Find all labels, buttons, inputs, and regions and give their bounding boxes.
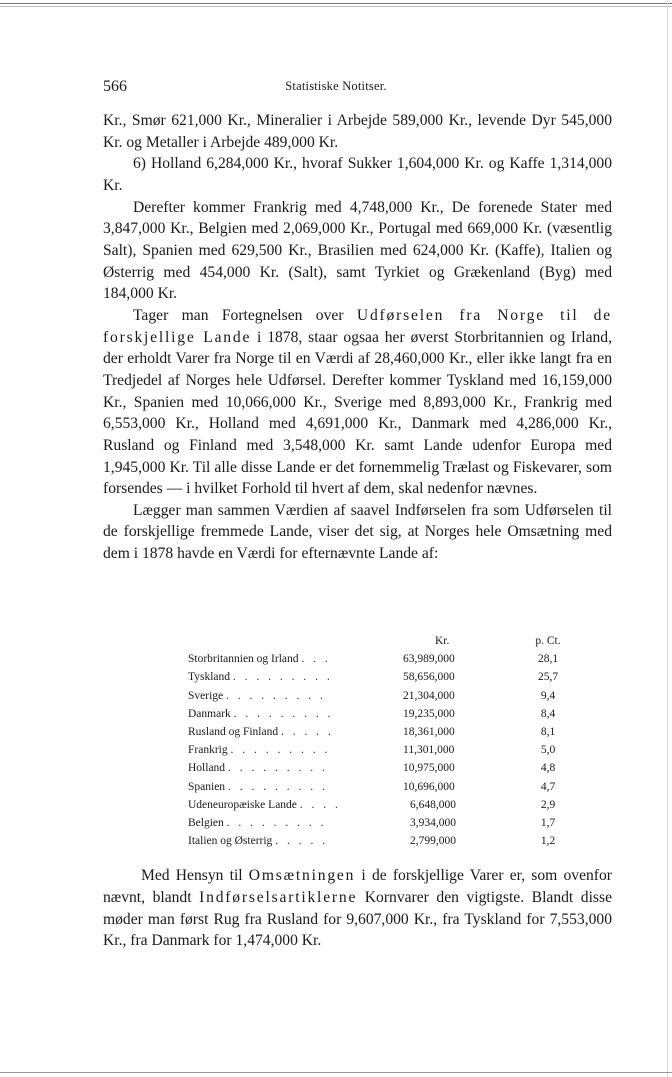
leader-dots: . . . . . . . . . [227,780,328,793]
kroner-cell: 10,696,000 [403,780,455,793]
table-row [188,796,573,814]
kroner-cell: 63,989,000 [403,653,455,666]
percent-cell: 1,7 [540,817,556,830]
header-pct: p. Ct. [535,635,561,647]
country-name: Danmark [188,707,231,720]
body-text [103,110,612,565]
kroner-cell: 2,799,000 [410,835,456,848]
table-header-row [188,632,573,650]
country-name: Frankrig [188,744,228,757]
country-name: Spanien [188,780,226,793]
country-name: Holland [188,762,226,775]
table-row [188,741,573,759]
leader-dots: . . . . . . . . . [230,744,331,757]
table-row [188,705,573,723]
leader-dots: . . . . . . . . . [227,762,328,775]
country-cell [188,832,403,850]
leader-dots: . . . [301,653,331,666]
kroner-cell: 19,235,000 [403,707,455,720]
country-cell [188,759,403,777]
kroner-cell: 6,648,000 [410,798,456,811]
paragraph-3: Derefter kommer Frankrig med 4,748,000 Kr., De forenede Stater med 3,847,000 Kr., Belgien med 2,069,000 Kr., Portugal med 669,000 Kr. (væsentlig Salt), Spanien med 629,500 Kr., Brasilien med 624,000 Kr. (Kaffe), Italien og Østerrig med 454,000 Kr. (Salt), samt Tyrkiet og Grækenland (Byg) med 184,000 Kr. [103,198,612,303]
percent-cell: 8,4 [540,707,556,720]
kroner-cell: 58,656,000 [403,671,455,684]
paragraph-6-s1: Omsætningen [248,867,356,884]
table-row [188,759,573,777]
leader-dots: . . . . . . . . . [226,817,327,830]
country-cell [188,705,403,723]
country-name: Italien og Østerrig [188,835,273,848]
country-cell [188,814,403,832]
table-row [188,668,573,686]
percent-cell: 2,9 [540,798,556,811]
page-edge [667,0,668,1077]
paragraph-6-p1: Med Hensyn til [141,867,249,884]
page-top-rule-faint [0,6,672,7]
country-name: Belgien [188,817,224,830]
page-number: 566 [103,78,127,95]
leader-dots: . . . . . . . . . [233,707,334,720]
table-row [188,723,573,741]
leader-dots: . . . . . . . . . [226,689,326,702]
paragraph-2: 6) Holland 6,284,000 Kr., hvoraf Sukker 1,604,000 Kr. og Kaffe 1,314,000 Kr. [103,155,612,194]
country-name: Sverige [188,689,224,702]
kroner-cell: 10,975,000 [403,762,455,775]
percent-cell: 9,4 [540,689,556,702]
country-cell [188,668,403,686]
country-name: Udeneuropæiske Lande [188,798,297,811]
kroner-cell: 21,304,000 [403,689,455,702]
trade-table [188,632,573,850]
country-name: Rusland og Finland [188,726,279,739]
country-cell [188,723,403,741]
paragraph-5: Lægger man sammen Værdien af saavel Indførselen fra som Udførselen til de forskjellige fremmede Lande, viser det sig, at Norges hele Omsætning med dem i 1878 havde en Værdi for efternævnte Lande af: [103,501,612,563]
table-row [188,687,573,705]
paragraph-4-post: i 1878, staar ogsaa her øverst Storbritannien og Irland, der erholdt Varer fra Norge til en Værdi af 28,460,000 Kr., eller ikke langt fra en Tredjedel af Norges hele Udførsel. Derefter kommer Tyskland med 16,159,000 Kr., Spanien med 10,066,000 Kr., Sverige med 8,893,000 Kr., Frankrig med 6,553,000 Kr., Holland med 4,691,000 Kr., Danmark med 4,286,000 Kr., Rusland og Finland med 3,548,000 Kr. samt Lande udenfor Europa med 1,945,000 Kr. Til alle disse Lande er det fornemmelig Trælast og Fiskevarer, som forsendes — i hvilket Forhold til hvert af dem, skal nedenfor nævnes. [103,328,613,498]
percent-cell: 5,0 [540,744,556,757]
country-name: Tyskland [188,671,230,684]
percent-cell: 25,7 [537,671,559,684]
paragraph-6 [103,865,612,952]
country-cell [188,778,403,796]
running-title: Statistiske Notitser. [285,79,387,93]
leader-dots: . . . . . [275,835,329,848]
body-text-2 [103,865,612,952]
paragraph-6-p3: Kornvarer den vigtigste. Blandt disse møder man først Rug fra Rusland for 9,607,000 Kr., fra Tyskland for 7,553,000 Kr., fra Danmark for 1,474,000 Kr. [103,888,612,950]
leader-dots: . . . . . . . . . [232,671,333,684]
kroner-cell: 11,301,000 [403,744,455,757]
country-cell [188,687,403,705]
leader-dots: . . . . [299,798,341,811]
table-body [188,650,573,850]
table-row [188,832,573,850]
country-name: Storbritannien og Irland [188,653,299,666]
paragraph-4-pre: Tager man Fortegnelsen over [133,306,357,324]
paragraph-4 [103,305,612,500]
header-kr: Kr. [435,635,450,647]
country-cell [188,741,403,759]
country-cell [188,650,403,668]
page-bottom-rule [0,1072,672,1073]
table-row [188,650,573,668]
kroner-cell: 18,361,000 [403,726,455,739]
percent-cell: 1,2 [540,835,556,848]
paragraph-6-s2: Indførselsartiklerne [199,888,358,906]
paragraph-6-p2: i de forskjellige Varer er, som ovenfor nævnt, blandt [103,867,612,906]
header-land [188,632,403,650]
percent-cell: 8,1 [540,726,556,739]
leader-dots: . . . . . [280,726,334,739]
table-row [188,814,573,832]
percent-cell: 28,1 [537,653,559,666]
table-row [188,778,573,796]
kroner-cell: 3,934,000 [410,817,456,830]
percent-cell: 4,7 [540,780,556,793]
paragraph-4-spaced: Udførselen fra Norge til de forskjellige Lande [103,306,612,346]
page-top-rule [0,3,672,4]
paragraph-1: Kr., Smør 621,000 Kr., Mineralier i Arbejde 589,000 Kr., levende Dyr 545,000 Kr. og Metaller i Arbejde 489,000 Kr. [103,112,612,151]
country-cell [188,796,403,814]
percent-cell: 4,8 [540,762,556,775]
